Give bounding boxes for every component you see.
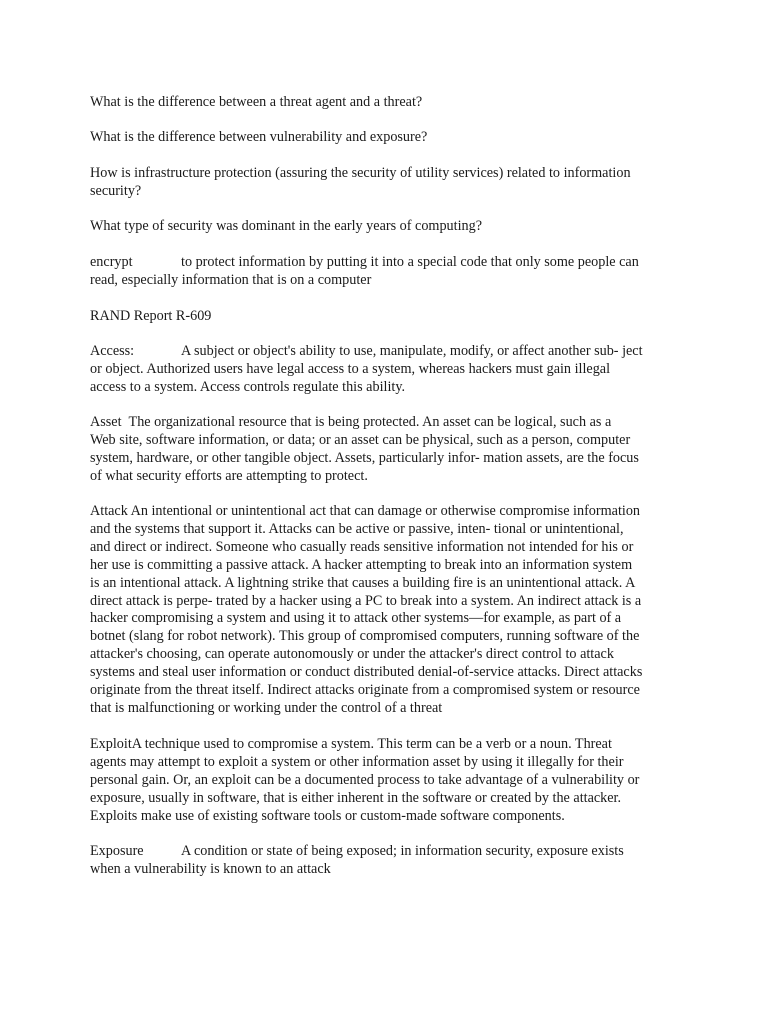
- question-text-continued: security?: [90, 182, 142, 199]
- definition-line: [90, 503, 690, 521]
- definition-line: [90, 343, 690, 361]
- definition-line: and direct or indirect. Someone who casually reads sensitive information not intended for his or: [90, 538, 634, 555]
- term-exploit: Exploit: [90, 736, 132, 752]
- definition-line: access to a system. Access controls regulate this ability.: [90, 378, 406, 395]
- definition-line: personal gain. Or, an exploit can be a documented process to take advantage of a vulnerability or: [90, 771, 640, 788]
- definition-line: and the systems that support it. Attacks can be active or passive, inten- tional or unintentional,: [90, 520, 624, 537]
- term-encrypt: encrypt: [90, 254, 133, 270]
- definition-line: attacker's choosing, can operate autonomously or under the attacker's direct control to attack: [90, 646, 614, 663]
- term-attack: Attack: [90, 503, 128, 519]
- question-2: [90, 129, 690, 147]
- definition-text: An intentional or unintentional act that can damage or otherwise compromise information: [130, 503, 641, 519]
- definition-line: that is malfunctioning or working under the control of a threat: [90, 699, 443, 716]
- rand-report-heading: [90, 308, 690, 326]
- definition-line: of what security efforts are attempting to protect.: [90, 467, 368, 484]
- definition-encrypt: [90, 254, 690, 290]
- definition-text: A technique used to compromise a system. This term can be a verb or a noun. Threat: [131, 736, 612, 752]
- definition-line: [90, 736, 690, 754]
- question-3: [90, 165, 690, 201]
- definition-line: direct attack is perpe- trated by a hacker using a PC to break into a system. An indirect attack is a: [90, 592, 642, 609]
- definition-text: A condition or state of being exposed; in information security, exposure exists: [181, 843, 624, 859]
- question-text: What is the difference between vulnerability and exposure?: [90, 129, 428, 145]
- definition-line: system, hardware, or other tangible object. Assets, particularly infor- mation assets, are the focus: [90, 449, 639, 466]
- term-exposure: Exposure: [90, 843, 144, 859]
- definition-line: Web site, software information, or data; or an asset can be physical, such as a person, computer: [90, 431, 631, 448]
- definition-exploit: [90, 736, 690, 826]
- definition-line: systems and steal user information or conduct distributed denial-of-service attacks. Direct attacks: [90, 664, 643, 681]
- question-text: What is the difference between a threat agent and a threat?: [90, 94, 423, 110]
- question-4: [90, 218, 690, 236]
- question-1: [90, 94, 690, 112]
- definition-line: when a vulnerability is known to an attack: [90, 860, 331, 877]
- definition-access: [90, 343, 690, 397]
- term-asset: Asset: [90, 414, 122, 430]
- definition-line: her use is committing a passive attack. A hacker attempting to break into an information system: [90, 556, 633, 573]
- definition-line: originate from the threat itself. Indirect attacks originate from a compromised system or resource: [90, 682, 640, 699]
- definition-line: or object. Authorized users have legal access to a system, whereas hackers must gain illegal: [90, 360, 611, 377]
- question-text: What type of security was dominant in the early years of computing?: [90, 218, 483, 234]
- definition-line: hacker compromising a system and using it to attack other systems—for example, as part of a: [90, 610, 622, 627]
- definition-exposure: [90, 843, 690, 879]
- definition-line: [90, 414, 690, 432]
- term-access: Access:: [90, 343, 135, 359]
- definition-text: to protect information by putting it into a special code that only some people can: [181, 254, 639, 270]
- definition-asset: [90, 414, 690, 486]
- definition-line: botnet (slang for robot network). This group of compromised computers, running software of the: [90, 628, 640, 645]
- definition-line: is an intentional attack. A lightning strike that causes a building fire is an unintentional attack. A: [90, 574, 636, 591]
- definition-attack: [90, 503, 690, 718]
- heading-text: RAND Report R-609: [90, 308, 212, 324]
- definition-text: The organizational resource that is being protected. An asset can be logical, such as a: [128, 414, 612, 430]
- definition-line: exposure, usually in software, that is either inherent in the software or created by the attacker.: [90, 789, 622, 806]
- definition-line: Exploits make use of existing software tools or custom-made software components.: [90, 807, 565, 824]
- definition-line: read, especially information that is on a computer: [90, 271, 372, 288]
- definition-text: A subject or object's ability to use, manipulate, modify, or affect another sub- ject: [181, 343, 643, 359]
- question-text: How is infrastructure protection (assuring the security of utility services) related to information: [90, 165, 631, 181]
- definition-line: agents may attempt to exploit a system or other information asset by using it illegally for their: [90, 753, 624, 770]
- definition-line: [90, 843, 690, 861]
- definition-line: [90, 254, 690, 272]
